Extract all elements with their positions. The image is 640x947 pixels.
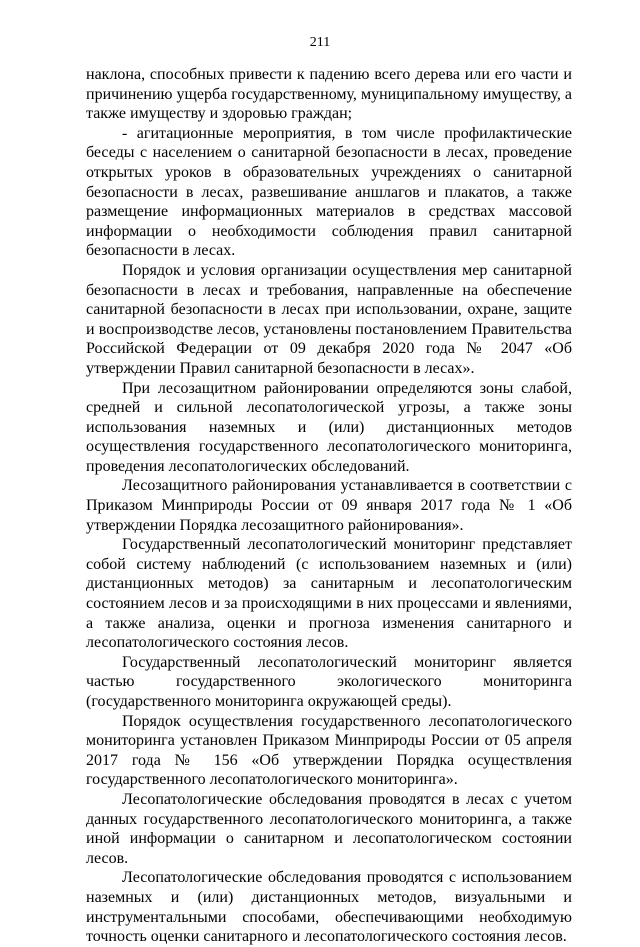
paragraph-agitation-measures: - агитационные мероприятия, в том числе профилактические беседы с населением о санитарной безопасности в лесах, проведение открытых уроков в образовательных учреждениях о санитарной безопасности в лесах, развешивание аншлагов и плакатов, а также размещение информационных материалов в средствах массовой информации о необходимости соблюдения правил санитарной безопасности в лесах. xyxy=(86,124,572,260)
paragraph-forest-protection-zoning: При лесозащитном районировании определяются зоны слабой, средней и сильной лесопатологической угрозы, а также зоны использования наземных и (или) дистанционных методов осуществления государственного лесопатологического мониторинга, проведения лесопатологических обследований. xyxy=(86,379,572,475)
paragraph-monitoring-part-of-ecological: Государственный лесопатологический мониторинг является частью государственного экологического мониторинга (государственного мониторинга окружающей среды). xyxy=(86,653,572,710)
paragraph-surveys-data: Лесопатологические обследования проводятся в лесах с учетом данных государственного лесопатологического мониторинга, а также иной информации о санитарном и лесопатологическом состоянии лесов. xyxy=(86,790,572,867)
paragraph-continuation: наклона, способных привести к падению всего дерева или его части и причинению ущерба государственному, муниципальному имуществу, а также имуществу и здоровью граждан; xyxy=(86,66,572,123)
paragraph-sanitary-safety-rules: Порядок и условия организации осуществления мер санитарной безопасности в лесах и требования, направленные на обеспечение санитарной безопасности в лесах при использовании, охране, защите и воспроизводстве лесов, установлены постановлением Правительства Российской Федерации от 09 декабря 2020 года № 2047 «Об утверждении Правил санитарной безопасности в лесах». xyxy=(86,261,572,377)
paragraph-monitoring-order: Порядок осуществления государственного лесопатологического мониторинга установлен Приказом Минприроды России от 05 апреля 2017 года № 156 «Об утверждении Порядка осуществления государственного лесопатологического мониторинга». xyxy=(86,712,572,789)
page-number: 211 xyxy=(309,35,331,50)
paragraph-monitoring-definition: Государственный лесопатологический мониторинг представляет собой систему наблюдений (с использованием наземных и (или) дистанционных методов) за санитарным и лесопатологическим состоянием лесов и за происходящими в них процессами и явлениями, а также анализа, оценки и прогноза изменения санитарного и лесопатологического состояния лесов. xyxy=(86,536,572,652)
paragraph-surveys-methods: Лесопатологические обследования проводятся с использованием наземных и (или) дистанционных методов, визуальными и инструментальными способами, обеспечивающими необходимую точность оценки санитарного и лесопатологического состояния лесов. xyxy=(86,869,572,946)
document-body xyxy=(86,65,572,947)
paragraph-zoning-order: Лесозащитного районирования устанавливается в соответствии с Приказом Минприроды России от 09 января 2017 года № 1 «Об утверждении Порядка лесозащитного районирования». xyxy=(86,477,572,534)
